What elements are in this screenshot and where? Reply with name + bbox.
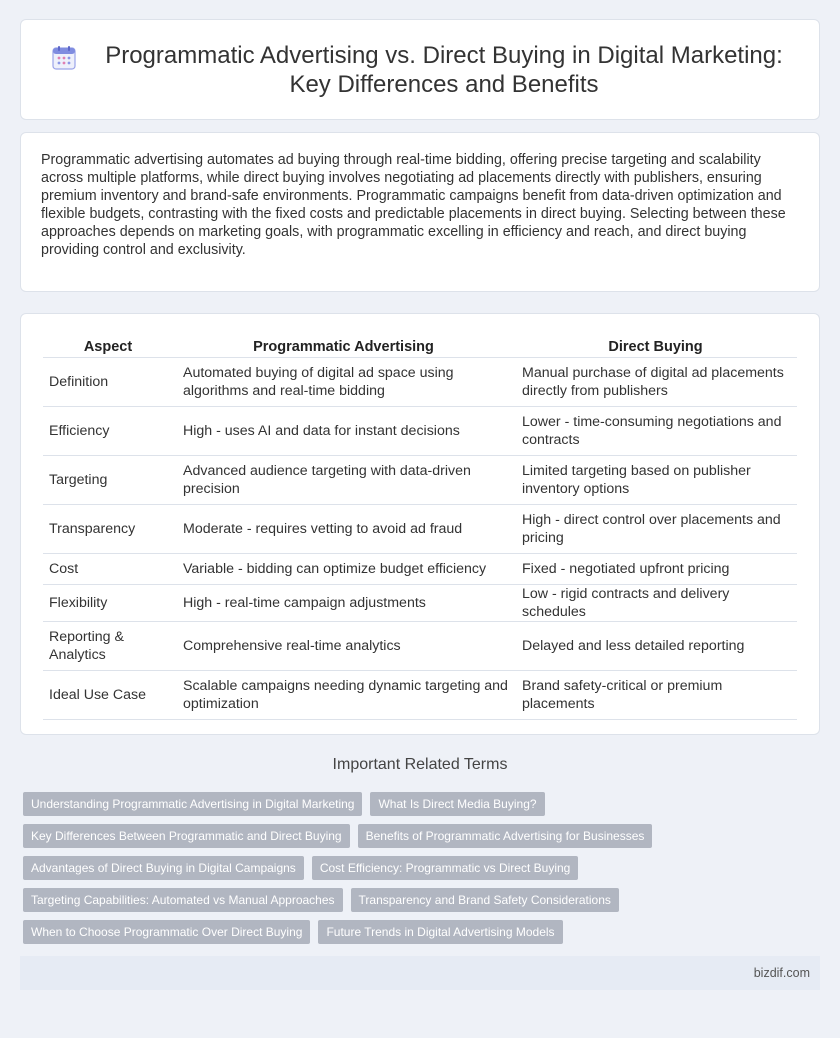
intro-section bbox=[20, 132, 820, 292]
cell-aspect: Cost bbox=[43, 554, 173, 585]
cell-aspect: Ideal Use Case bbox=[43, 671, 173, 720]
cell-aspect: Targeting bbox=[43, 456, 173, 505]
cell-aspect: Flexibility bbox=[43, 585, 173, 622]
cell-direct: Delayed and less detailed reporting bbox=[514, 622, 797, 671]
cell-direct: Limited targeting based on publisher inventory options bbox=[514, 456, 797, 505]
table-header-row bbox=[43, 334, 797, 358]
comparison-section bbox=[20, 313, 820, 735]
cell-programmatic: Scalable campaigns needing dynamic targeting and optimization bbox=[173, 671, 514, 720]
intro-paragraph: Programmatic advertising automates ad buying through real-time bidding, offering precise targeting and scalability across multiple platforms, while direct buying involves negotiating ad placements directly with publishers, ensuring premium inventory and brand-safe environments. Programmatic campaigns benefit from data-driven optimization and flexible budgets, contrasting with the fixed costs and predictable placements in direct buying. Selecting between these approaches depends on marketing goals, with programmatic excelling in efficiency and reach, and direct buying providing control and exclusivity. bbox=[41, 152, 786, 258]
cell-direct: Lower - time-consuming negotiations and contracts bbox=[514, 407, 797, 456]
cell-programmatic: Moderate - requires vetting to avoid ad fraud bbox=[173, 505, 514, 554]
related-term-tag[interactable]: What Is Direct Media Buying? bbox=[370, 792, 544, 816]
tag-row bbox=[23, 792, 817, 816]
cell-direct: Low - rigid contracts and delivery schedules bbox=[514, 585, 797, 622]
related-terms-list bbox=[23, 792, 817, 944]
cell-direct: Fixed - negotiated upfront pricing bbox=[514, 554, 797, 585]
table-row bbox=[43, 622, 797, 671]
column-header-aspect: Aspect bbox=[43, 334, 173, 358]
column-header-programmatic: Programmatic Advertising bbox=[173, 334, 514, 358]
cell-programmatic: Comprehensive real-time analytics bbox=[173, 622, 514, 671]
table-row bbox=[43, 554, 797, 585]
table-row bbox=[43, 358, 797, 407]
site-link[interactable]: bizdif.com bbox=[753, 966, 810, 980]
cell-aspect: Efficiency bbox=[43, 407, 173, 456]
related-term-tag[interactable]: When to Choose Programmatic Over Direct Buying bbox=[23, 920, 310, 944]
related-term-tag[interactable]: Cost Efficiency: Programmatic vs Direct Buying bbox=[312, 856, 579, 880]
table-row bbox=[43, 585, 797, 622]
column-header-direct: Direct Buying bbox=[514, 334, 797, 358]
cell-programmatic: Variable - bidding can optimize budget efficiency bbox=[173, 554, 514, 585]
cell-direct: Brand safety-critical or premium placements bbox=[514, 671, 797, 720]
tag-row bbox=[23, 856, 817, 880]
page-header bbox=[20, 19, 820, 120]
page-title: Programmatic Advertising vs. Direct Buying in Digital Marketing: Key Differences and Benefits bbox=[105, 41, 783, 98]
calendar-icon bbox=[51, 45, 77, 71]
table-row bbox=[43, 407, 797, 456]
tag-row bbox=[23, 888, 817, 912]
comparison-table bbox=[43, 334, 797, 720]
cell-aspect: Reporting & Analytics bbox=[43, 622, 173, 671]
table-row bbox=[43, 505, 797, 554]
tag-row bbox=[23, 920, 817, 944]
related-term-tag[interactable]: Advantages of Direct Buying in Digital Campaigns bbox=[23, 856, 304, 880]
related-term-tag[interactable]: Key Differences Between Programmatic and Direct Buying bbox=[23, 824, 350, 848]
related-term-tag[interactable]: Benefits of Programmatic Advertising for Businesses bbox=[358, 824, 653, 848]
cell-programmatic: Advanced audience targeting with data-driven precision bbox=[173, 456, 514, 505]
cell-aspect: Definition bbox=[43, 358, 173, 407]
table-row bbox=[43, 456, 797, 505]
cell-programmatic: High - real-time campaign adjustments bbox=[173, 585, 514, 622]
table-row bbox=[43, 671, 797, 720]
tag-row bbox=[23, 824, 817, 848]
related-term-tag[interactable]: Understanding Programmatic Advertising in Digital Marketing bbox=[23, 792, 362, 816]
page-footer bbox=[20, 956, 820, 990]
related-term-tag[interactable]: Targeting Capabilities: Automated vs Manual Approaches bbox=[23, 888, 343, 912]
cell-direct: Manual purchase of digital ad placements directly from publishers bbox=[514, 358, 797, 407]
related-terms-title: Important Related Terms bbox=[332, 756, 508, 773]
cell-programmatic: High - uses AI and data for instant decisions bbox=[173, 407, 514, 456]
cell-aspect: Transparency bbox=[43, 505, 173, 554]
cell-direct: High - direct control over placements and pricing bbox=[514, 505, 797, 554]
related-term-tag[interactable]: Transparency and Brand Safety Considerations bbox=[351, 888, 619, 912]
related-term-tag[interactable]: Future Trends in Digital Advertising Models bbox=[318, 920, 562, 944]
cell-programmatic: Automated buying of digital ad space using algorithms and real-time bidding bbox=[173, 358, 514, 407]
